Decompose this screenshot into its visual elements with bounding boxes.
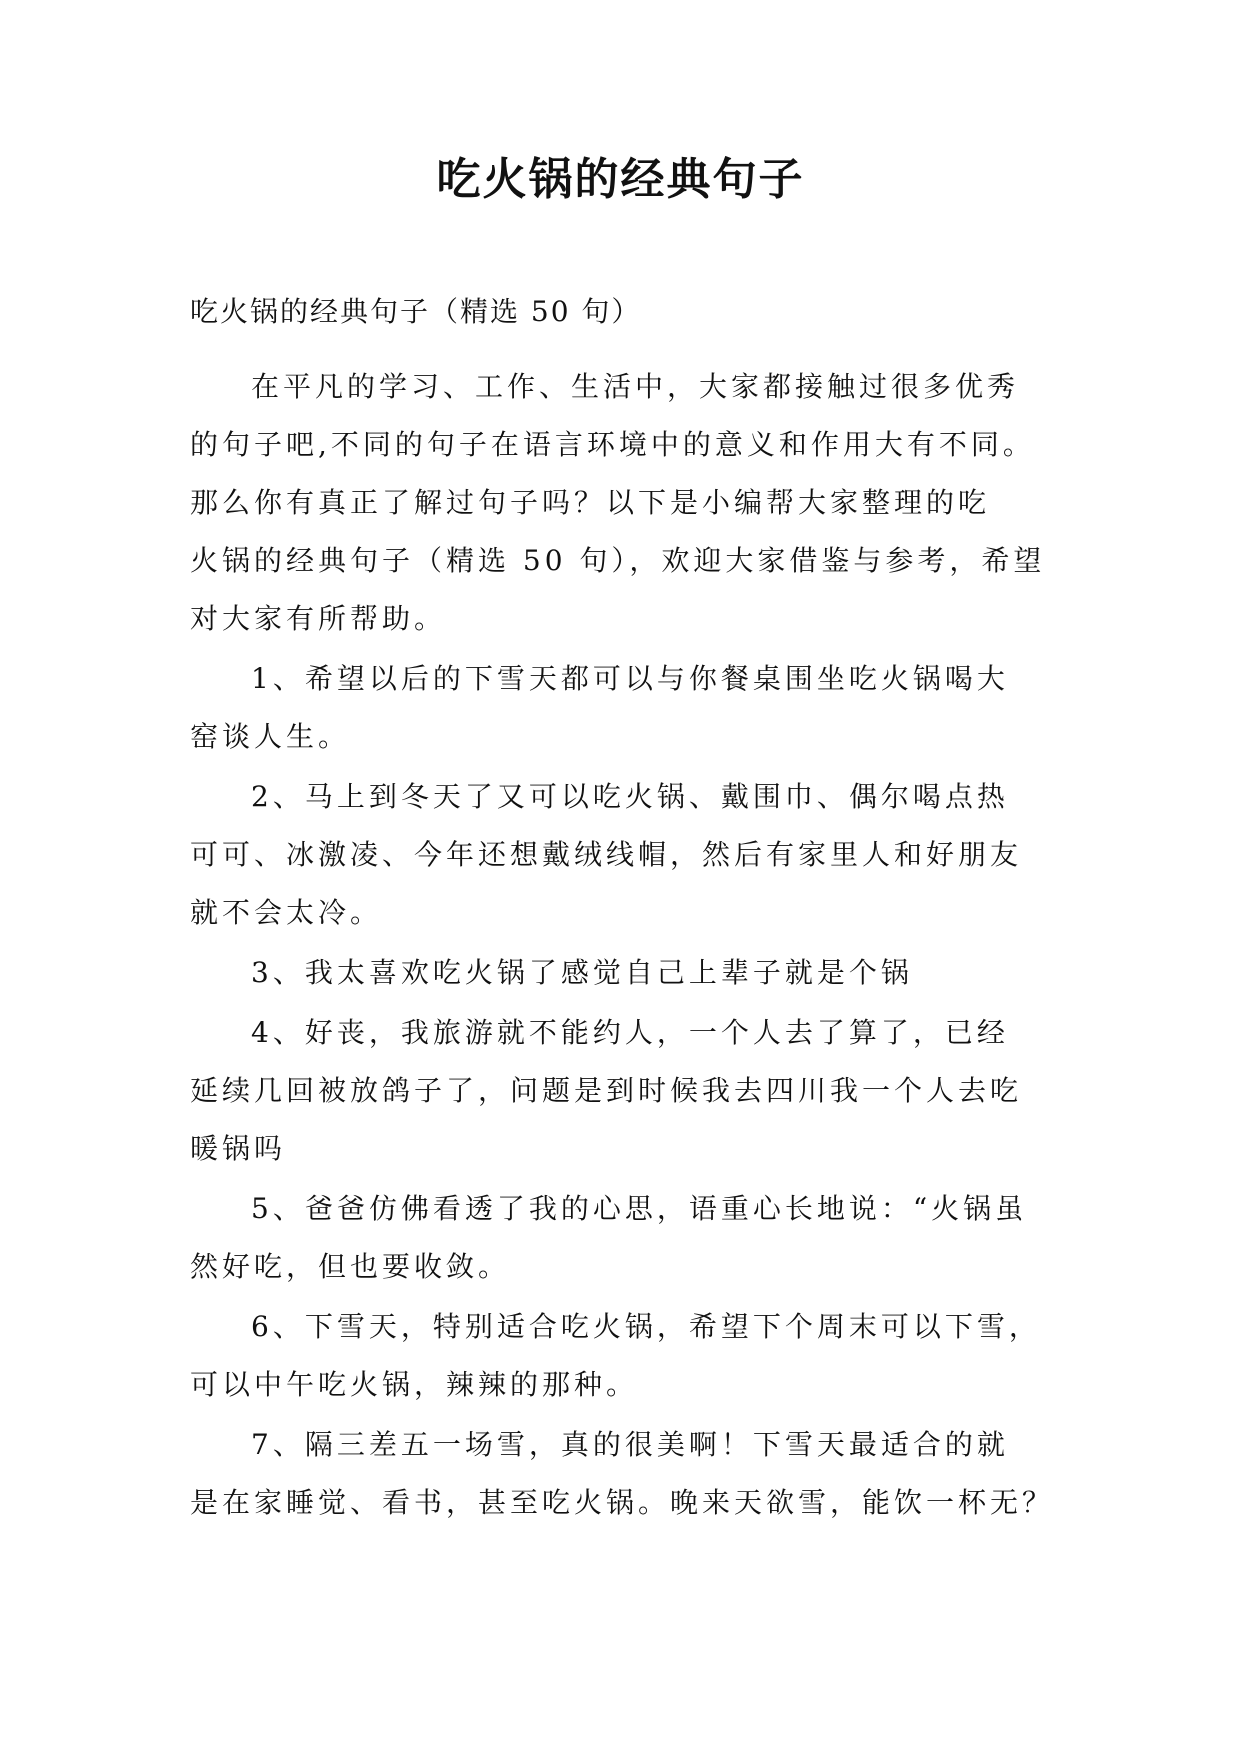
text-line: 火锅的经典句子（精选 50 句），欢迎大家借鉴与参考，希望 — [190, 544, 1046, 577]
document-title: 吃火锅的经典句子 — [436, 154, 805, 205]
text-line: 延续几回被放鸽子了，问题是到时候我去四川我一个人去吃 — [190, 1074, 1023, 1107]
text-line: 对大家有所帮助。 — [190, 602, 447, 635]
text-line: 7、隔三差五一场雪，真的很美啊！下雪天最适合的就 — [251, 1428, 1009, 1461]
text-line: 1、希望以后的下雪天都可以与你餐桌围坐吃火锅喝大 — [251, 662, 1009, 695]
text-line: 是在家睡觉、看书，甚至吃火锅。晚来天欲雪，能饮一杯无？ — [190, 1486, 1055, 1519]
document-subtitle: 吃火锅的经典句子（精选 50 句） — [190, 295, 642, 328]
text-line: 的句子吧,不同的句子在语言环境中的意义和作用大有不同。 — [190, 428, 1035, 461]
text-line: 窑谈人生。 — [190, 720, 351, 753]
text-line: 2、马上到冬天了又可以吃火锅、戴围巾、偶尔喝点热 — [251, 780, 1009, 813]
text-line: 5、爸爸仿佛看透了我的心思，语重心长地说：“火锅虽 — [251, 1192, 1028, 1225]
text-line: 3、我太喜欢吃火锅了感觉自己上辈子就是个锅 — [251, 956, 913, 989]
text-line: 4、好丧，我旅游就不能约人，一个人去了算了，已经 — [251, 1016, 1009, 1049]
text-line: 6、下雪天，特别适合吃火锅，希望下个周末可以下雪， — [251, 1310, 1041, 1343]
text-line: 在平凡的学习、工作、生活中，大家都接触过很多优秀 — [251, 370, 1020, 403]
text-line: 暖锅吗 — [190, 1132, 287, 1165]
text-line: 就不会太冷。 — [190, 896, 383, 929]
text-line: 可以中午吃火锅，辣辣的那种。 — [190, 1368, 639, 1401]
text-line: 然好吃，但也要收敛。 — [190, 1250, 511, 1283]
text-line: 那么你有真正了解过句子吗？以下是小编帮大家整理的吃 — [190, 486, 991, 519]
text-line: 可可、冰激凌、今年还想戴绒线帽，然后有家里人和好朋友 — [190, 838, 1023, 871]
